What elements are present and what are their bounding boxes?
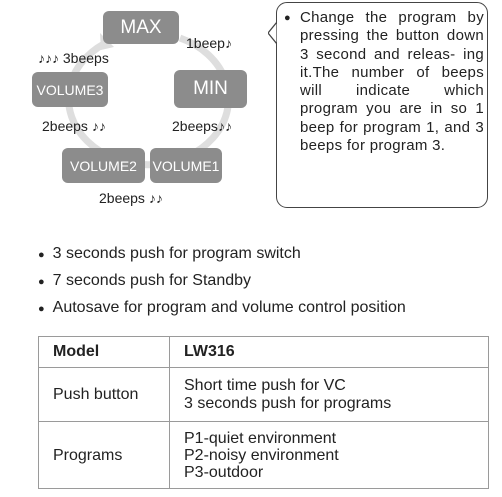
- table-row: [39, 368, 489, 422]
- value-line: P2-noisy environment: [184, 446, 339, 464]
- list-item: [38, 268, 488, 295]
- row-value-cell: [170, 368, 489, 422]
- table-row: [39, 422, 489, 489]
- beep-label-volume3-to-max: [38, 50, 109, 66]
- beep-count: 2beeps: [172, 118, 218, 134]
- beep-label-volume1-to-volume2: [99, 190, 163, 206]
- row-label-cell: Push button: [39, 368, 170, 422]
- volume2-state-badge: VOLUME2: [62, 148, 145, 183]
- list-item: [38, 241, 488, 268]
- value-line: P3-outdoor: [184, 463, 264, 481]
- bullet-icon: ●: [38, 303, 45, 315]
- beep-count: 2beeps: [42, 118, 88, 134]
- max-state-badge: MAX: [103, 11, 179, 44]
- music-note-icon: ♪: [224, 35, 232, 51]
- value-line: P1-quiet environment: [184, 429, 337, 447]
- min-state-badge: MIN: [174, 70, 247, 108]
- table-header-row: [39, 337, 489, 368]
- row-label-cell: Programs: [39, 422, 170, 489]
- bullet-icon: ●: [38, 276, 45, 288]
- feature-text: 7 seconds push for Standby: [52, 272, 252, 289]
- model-header-cell: Model: [39, 337, 170, 368]
- volume3-state-badge: VOLUME3: [32, 72, 108, 107]
- value-line: Short time push for VC: [184, 376, 346, 394]
- feature-text: Autosave for program and volume control position: [52, 299, 406, 316]
- beep-label-max-to-min: [186, 35, 232, 51]
- music-notes-icon: ♪♪: [217, 118, 232, 134]
- music-notes-icon: ♪♪♪: [38, 50, 59, 66]
- beep-count: 2beeps: [99, 190, 145, 206]
- bullet-icon: ●: [38, 249, 45, 261]
- music-notes-icon: ♪♪: [91, 118, 106, 134]
- beep-count: 3beeps: [62, 50, 109, 66]
- music-notes-icon: ♪♪: [148, 190, 163, 206]
- beep-label-volume2-to-volume3: [42, 118, 106, 134]
- beep-label-min-to-volume1: [172, 118, 232, 134]
- model-value-cell: LW316: [170, 337, 489, 368]
- feature-text: 3 seconds push for program switch: [52, 245, 301, 262]
- instruction-callout: [284, 9, 484, 155]
- row-value-cell: [170, 422, 489, 489]
- spec-table: [38, 336, 489, 489]
- callout-pointer: [268, 22, 284, 44]
- program-cycle-diagram: [0, 0, 275, 215]
- volume1-state-badge: VOLUME1: [150, 148, 222, 183]
- beep-count: 1beep: [186, 35, 225, 51]
- feature-list: [38, 241, 488, 322]
- instruction-text: Change the program by pressing the button down 3 second and releas- ing it.The number of beeps will indicate which program you are in so 1 beep for program 1, and 3 beeps for program 3.: [300, 9, 484, 155]
- bullet-icon: ●: [284, 12, 291, 24]
- list-item: [38, 295, 488, 322]
- value-line: 3 seconds push for programs: [184, 394, 392, 412]
